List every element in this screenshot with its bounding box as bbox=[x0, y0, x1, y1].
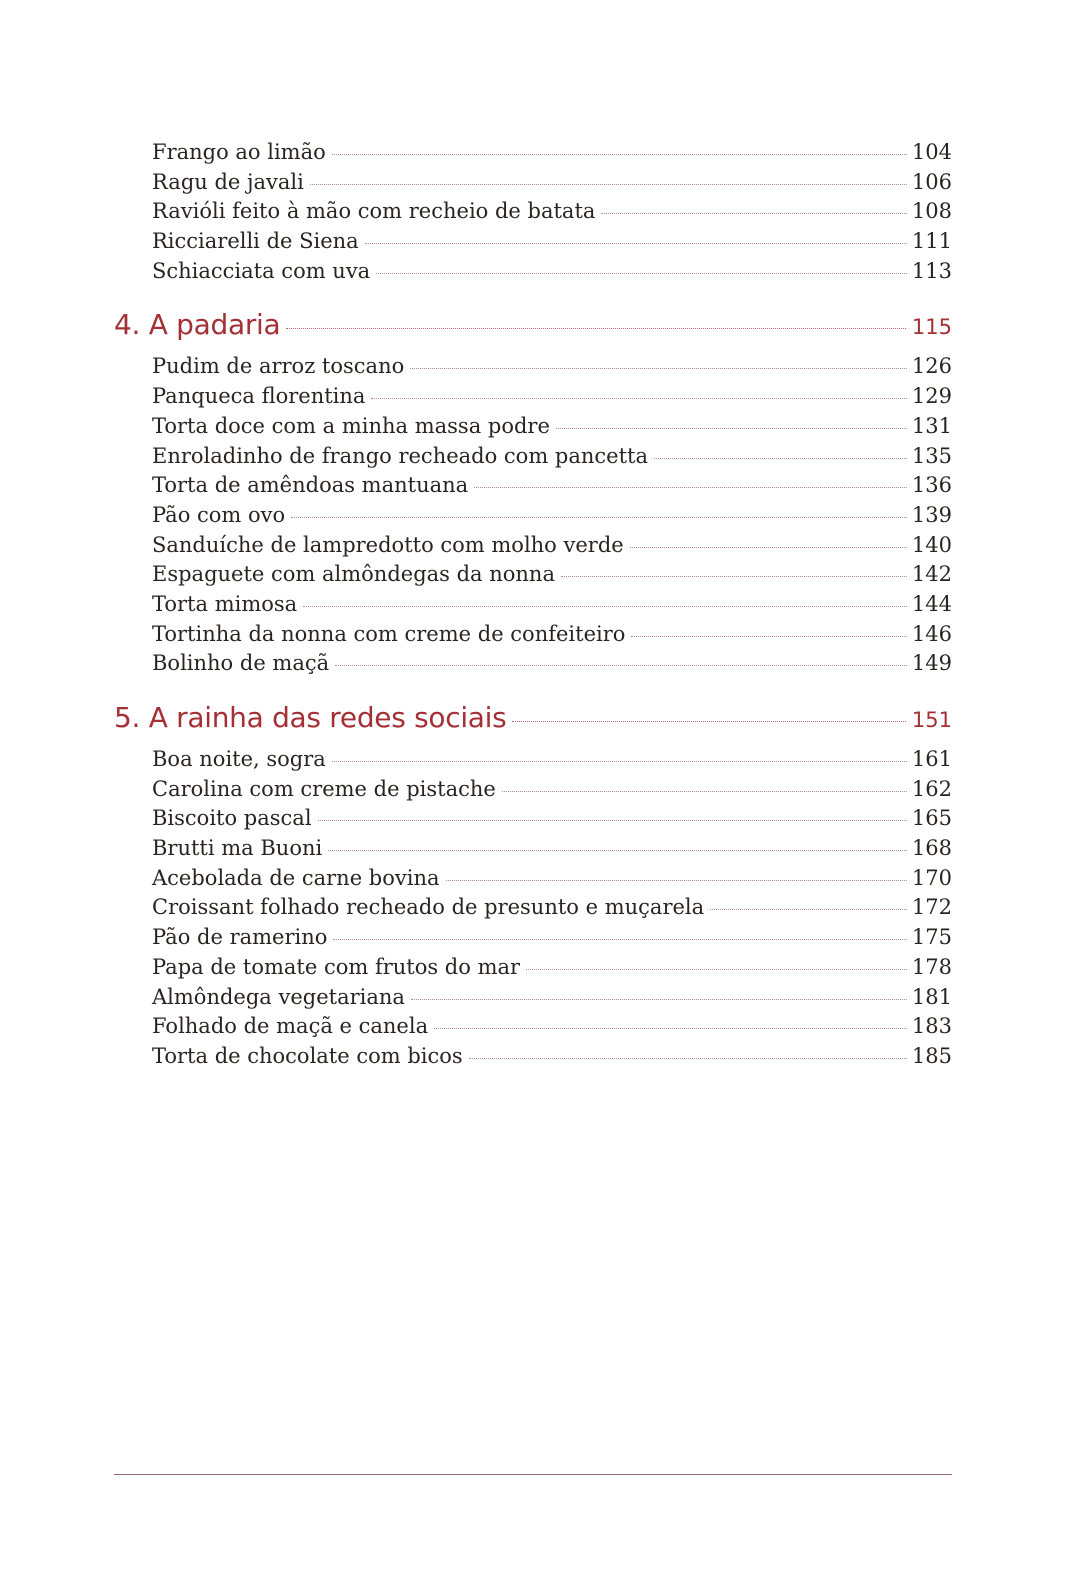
entry-page-number: 113 bbox=[911, 258, 952, 283]
entry-page-number: 183 bbox=[911, 1014, 952, 1039]
entry-page-number: 140 bbox=[911, 532, 952, 557]
entry-page-number: 129 bbox=[911, 384, 952, 409]
entry-title: Biscoito pascal bbox=[152, 806, 312, 831]
entry-page-number: 131 bbox=[911, 413, 952, 438]
entry-page-number: 185 bbox=[911, 1043, 952, 1068]
entry-title: Torta de chocolate com bicos bbox=[152, 1043, 463, 1068]
entry-title: Torta doce com a minha massa podre bbox=[152, 413, 550, 438]
footer-rule bbox=[114, 1474, 952, 1475]
toc-entry[interactable] bbox=[152, 503, 952, 533]
entry-title: Papa de tomate com frutos do mar bbox=[152, 954, 521, 979]
entry-page-number: 172 bbox=[911, 895, 952, 920]
toc-entry[interactable] bbox=[152, 199, 952, 229]
entry-page-number: 142 bbox=[911, 562, 952, 587]
entry-title: Torta de amêndoas mantuana bbox=[152, 473, 469, 498]
entry-title: Espaguete com almôndegas da nonna bbox=[152, 562, 555, 587]
toc-entry[interactable] bbox=[152, 1014, 952, 1044]
toc-entry[interactable] bbox=[152, 747, 952, 777]
entry-title: Bolinho de maçã bbox=[152, 651, 330, 676]
dot-leader bbox=[630, 547, 907, 548]
chapter-page-number: 115 bbox=[911, 315, 952, 340]
toc-entry[interactable] bbox=[152, 533, 952, 563]
toc-entry[interactable] bbox=[152, 836, 952, 866]
dot-leader bbox=[710, 909, 907, 910]
dot-leader bbox=[328, 850, 907, 851]
entry-title: Acebolada de carne bovina bbox=[152, 865, 440, 890]
entry-page-number: 149 bbox=[911, 651, 952, 676]
toc-entry[interactable] bbox=[152, 444, 952, 474]
dot-leader bbox=[446, 880, 907, 881]
toc-entry[interactable] bbox=[152, 384, 952, 414]
entry-title: Pão de ramerino bbox=[152, 925, 328, 950]
toc-entry[interactable] bbox=[152, 985, 952, 1015]
dot-leader bbox=[601, 213, 907, 214]
dot-leader bbox=[434, 1028, 907, 1029]
toc-entry[interactable] bbox=[152, 170, 952, 200]
dot-leader bbox=[556, 428, 907, 429]
entry-page-number: 162 bbox=[911, 776, 952, 801]
entry-title: Ricciarelli de Siena bbox=[152, 229, 359, 254]
dot-leader bbox=[411, 999, 907, 1000]
entry-title: Schiacciata com uva bbox=[152, 258, 371, 283]
toc-entry[interactable] bbox=[152, 140, 952, 170]
entry-page-number: 161 bbox=[911, 747, 952, 771]
dot-leader bbox=[512, 721, 905, 722]
dot-leader bbox=[631, 636, 907, 637]
entry-title: Sanduíche de lampredotto com molho verde bbox=[152, 532, 624, 557]
entry-title: Tortinha da nonna com creme de confeiteiro bbox=[152, 621, 626, 646]
entry-title: Torta mimosa bbox=[152, 591, 298, 616]
toc-entry[interactable] bbox=[152, 1044, 952, 1074]
entry-page-number: 106 bbox=[911, 169, 952, 194]
entry-title: Ragu de javali bbox=[152, 169, 304, 194]
chapter-title: 5. A rainha das redes sociais bbox=[114, 701, 507, 734]
entry-page-number: 170 bbox=[911, 865, 952, 890]
dot-leader bbox=[561, 576, 907, 577]
toc-entry[interactable] bbox=[152, 895, 952, 925]
toc-entry[interactable] bbox=[152, 925, 952, 955]
entry-page-number: 168 bbox=[911, 836, 952, 861]
entry-title: Enroladinho de frango recheado com pancetta bbox=[152, 443, 648, 468]
toc-entry[interactable] bbox=[152, 354, 952, 384]
entry-title: Carolina com creme de pistache bbox=[152, 776, 496, 801]
entry-page-number: 165 bbox=[911, 806, 952, 831]
toc-entry[interactable] bbox=[152, 806, 952, 836]
toc-entry[interactable] bbox=[152, 414, 952, 444]
dot-leader bbox=[310, 184, 907, 185]
entry-title: Pudim de arroz toscano bbox=[152, 354, 405, 379]
dot-leader bbox=[469, 1058, 907, 1059]
chapter-heading[interactable] bbox=[114, 701, 952, 741]
dot-leader bbox=[333, 939, 907, 940]
dot-leader bbox=[376, 273, 907, 274]
dot-leader bbox=[365, 243, 907, 244]
chapter-title: 4. A padaria bbox=[114, 308, 281, 342]
entry-page-number: 135 bbox=[911, 443, 952, 468]
entry-page-number: 181 bbox=[911, 984, 952, 1009]
entry-page-number: 178 bbox=[911, 954, 952, 979]
entry-title: Frango ao limão bbox=[152, 140, 326, 164]
dot-leader bbox=[291, 517, 907, 518]
entry-page-number: 136 bbox=[911, 473, 952, 498]
toc-entry[interactable] bbox=[152, 259, 952, 289]
entry-page-number: 104 bbox=[911, 140, 952, 164]
entry-title: Folhado de maçã e canela bbox=[152, 1014, 429, 1039]
entry-title: Ravióli feito à mão com recheio de batata bbox=[152, 199, 596, 224]
entry-title: Boa noite, sogra bbox=[152, 747, 326, 771]
toc-entry[interactable] bbox=[152, 777, 952, 807]
entry-page-number: 126 bbox=[911, 354, 952, 379]
dot-leader bbox=[371, 398, 906, 399]
toc-entry[interactable] bbox=[152, 622, 952, 652]
dot-leader bbox=[474, 487, 907, 488]
toc-entry[interactable] bbox=[152, 651, 952, 681]
toc-entry[interactable] bbox=[152, 866, 952, 896]
table-of-contents bbox=[114, 140, 952, 1074]
entry-page-number: 108 bbox=[911, 199, 952, 224]
dot-leader bbox=[286, 328, 906, 329]
dot-leader bbox=[332, 761, 907, 762]
dot-leader bbox=[332, 154, 907, 155]
entry-page-number: 144 bbox=[911, 591, 952, 616]
dot-leader bbox=[526, 969, 907, 970]
toc-entry[interactable] bbox=[152, 473, 952, 503]
toc-entry[interactable] bbox=[152, 229, 952, 259]
dot-leader bbox=[335, 665, 907, 666]
toc-entry[interactable] bbox=[152, 955, 952, 985]
entry-title: Croissant folhado recheado de presunto e muçarela bbox=[152, 895, 705, 920]
dot-leader bbox=[303, 606, 907, 607]
dot-leader bbox=[502, 791, 907, 792]
dot-leader bbox=[654, 458, 907, 459]
toc-entry[interactable] bbox=[152, 562, 952, 592]
entry-page-number: 139 bbox=[911, 502, 952, 527]
dot-leader bbox=[410, 368, 907, 369]
entry-title: Brutti ma Buoni bbox=[152, 836, 323, 861]
dot-leader bbox=[318, 820, 907, 821]
chapter-page-number: 151 bbox=[911, 708, 952, 732]
chapter-heading[interactable] bbox=[114, 308, 952, 348]
entry-title: Almôndega vegetariana bbox=[152, 984, 405, 1009]
entry-title: Panqueca florentina bbox=[152, 384, 366, 409]
entry-page-number: 146 bbox=[911, 621, 952, 646]
entry-title: Pão com ovo bbox=[152, 502, 286, 527]
entry-page-number: 111 bbox=[911, 229, 952, 254]
toc-entry[interactable] bbox=[152, 592, 952, 622]
entry-page-number: 175 bbox=[911, 925, 952, 950]
